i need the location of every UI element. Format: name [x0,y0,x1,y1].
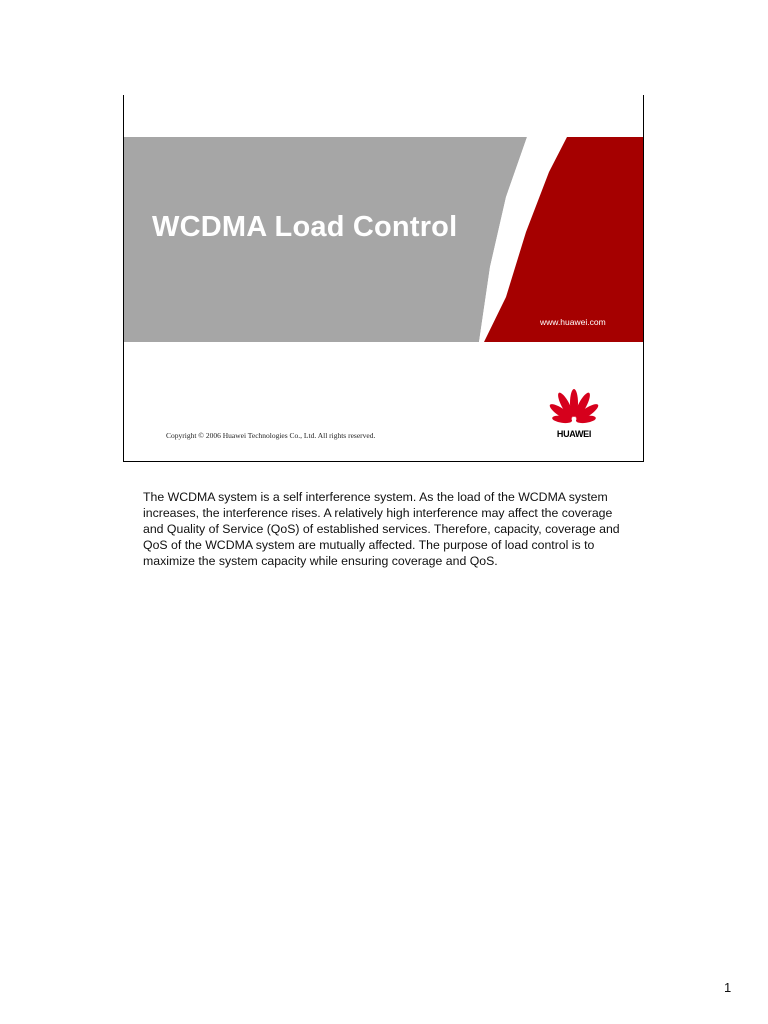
page-number: 1 [724,980,732,995]
slide-url: www.huawei.com [540,317,606,327]
notes-paragraph: The WCDMA system is a self interference system. As the load of the WCDMA system increases, the interference rises. A relatively high interference may affect the coverage and Quality of Service (QoS) of established services. Therefore, capacity, coverage and QoS of the WCDMA system are mutually affected. The purpose of load control is to maximize the system capacity while ensuring coverage and QoS. [143,490,620,568]
slide-title: WCDMA Load Control [152,211,458,243]
huawei-petals-icon [544,387,604,429]
slide-copyright: Copyright © 2006 Huawei Technologies Co., Ltd. All rights reserved. [166,431,376,440]
slide-thumbnail [123,95,644,462]
huawei-logo [544,387,604,445]
logo-wordmark: HUAWEI [556,429,592,439]
